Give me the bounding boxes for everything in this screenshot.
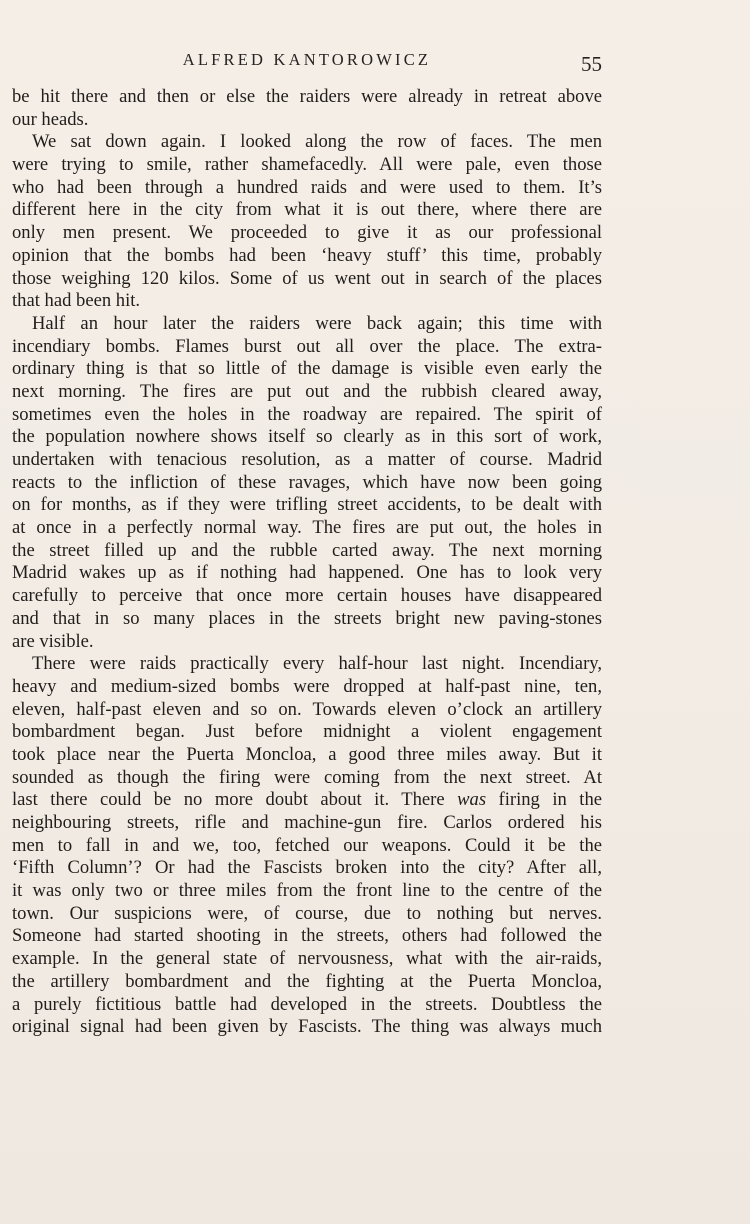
text-line: There were raids practically every half-hour last night. Incendiary,	[32, 653, 602, 675]
text-line: our heads.	[12, 108, 89, 130]
text-line: neighbouring streets, rifle and machine-gun fire. Carlos ordered his	[12, 812, 602, 833]
running-head	[12, 50, 602, 78]
text-line: incendiary bombs. Flames burst out all over the place. The extra-	[12, 335, 602, 357]
text-line: are visible.	[12, 630, 94, 652]
text-line: heavy and medium-sized bombs were dropped at half-past nine, ten,	[12, 675, 602, 697]
text-line: town. Our suspicions were, of course, due to nothing but nerves.	[12, 902, 602, 924]
text-line: opinion that the bombs had been ‘heavy stuff’ this time, probably	[12, 244, 602, 266]
text-line: it was only two or three miles from the front line to the centre of the	[12, 880, 602, 902]
text-line: that had been hit.	[12, 290, 141, 312]
text-line: the street filled up and the rubble carted away. The next morning	[12, 539, 602, 561]
text-line: the population nowhere shows itself so clearly as in this sort of work,	[12, 426, 602, 448]
text-line: last there could be no more doubt about it. There was firing in the	[12, 789, 602, 811]
body-text	[12, 86, 602, 1039]
text-line: sometimes even the holes in the roadway are repaired. The spirit of	[12, 403, 602, 425]
text-line: and that in so many places in the streets bright new paving-stones	[12, 607, 602, 629]
text-line: ordinary thing is that so little of the damage is visible even early the	[12, 358, 602, 380]
text-line: reacts to the infliction of these ravages, which have now been going	[12, 471, 602, 493]
running-title: ALFRED KANTOROWICZ	[182, 50, 432, 69]
text-line: took place near the Puerta Moncloa, a good three miles away. But it	[12, 743, 602, 765]
text-line: a purely fictitious battle had developed in the streets. Doubtless the	[12, 993, 602, 1015]
text-line: were trying to smile, rather shamefacedly. All were pale, even those	[12, 154, 602, 176]
text-line: bombardment began. Just before midnight a violent engagement	[12, 721, 602, 743]
text-line: on for months, as if they were trifling street accidents, to be dealt with	[12, 494, 602, 516]
text-line: at once in a perfectly normal way. The fires are put out, the holes in	[12, 517, 602, 539]
text-line: We sat down again. I looked along the row of faces. The men	[32, 131, 602, 153]
text-line: carefully to perceive that once more certain houses have disappeared	[12, 585, 602, 607]
text-line: eleven, half-past eleven and so on. Towards eleven o’clock an artillery	[12, 698, 602, 720]
text-line: next morning. The fires are put out and the rubbish cleared away,	[12, 380, 602, 402]
text-line: example. In the general state of nervousness, what with the air-raids,	[12, 948, 602, 970]
text-line: men to fall in and we, too, fetched our weapons. Could it be the	[12, 834, 602, 856]
text-line: the artillery bombardment and the fighting at the Puerta Moncloa,	[12, 970, 602, 992]
text-line: sounded as though the firing were coming from the next street. At	[12, 766, 602, 788]
text-line: original signal had been given by Fascists. The thing was always much	[12, 1016, 602, 1038]
text-line: be hit there and then or else the raiders were already in retreat above	[12, 86, 602, 107]
text-line: Madrid wakes up as if nothing had happened. One has to look very	[12, 562, 602, 584]
text-line: those weighing 120 kilos. Some of us went out in search of the places	[12, 267, 602, 289]
text-line: different here in the city from what it is out there, where there are	[12, 199, 602, 221]
text-line: ‘Fifth Column’? Or had the Fascists broken into the city? After all,	[12, 857, 602, 879]
text-line: Someone had started shooting in the streets, others had followed the	[12, 925, 602, 947]
text-line: who had been through a hundred raids and were used to them. It’s	[12, 176, 602, 198]
text-line: only men present. We proceeded to give it as our professional	[12, 222, 602, 244]
page-number: 55	[581, 52, 602, 76]
text-line: Half an hour later the raiders were back again; this time with	[32, 312, 602, 334]
text-line: undertaken with tenacious resolution, as a matter of course. Madrid	[12, 449, 602, 470]
